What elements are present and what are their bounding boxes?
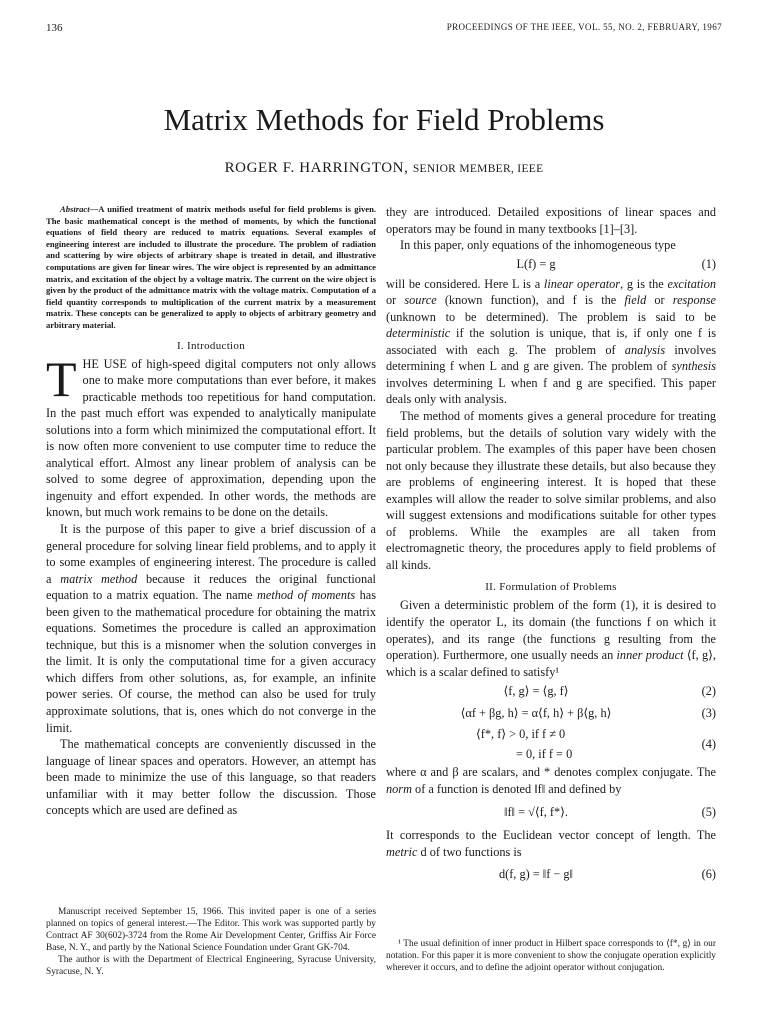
footnote-affiliation: The author is with the Department of Electrical Engineering, Syracuse University, Syracuse, N. Y. [46,955,376,977]
formulation-paragraph-1: Given a deterministic problem of the form (1), it is desired to identify the operator L, its domain (the functions f on which it operates), and its range (the functions g resulting from the operation). Furthermore, one usually needs an inner product ⟨f, g⟩, which is a scalar defined to satisfy¹ [386,598,716,679]
equation-3: ⟨αf + βg, h⟩ = α⟨f, h⟩ + β⟨g, h⟩ (3) [460,705,716,720]
right-column [386,204,716,888]
formulation-paragraph-2: where α and β are scalars, and * denotes complex conjugate. The norm of a function is denoted ‖f‖ and defined by [386,765,716,796]
footnotes-right [386,938,716,974]
running-head [46,22,722,34]
intro-paragraph-3-cont: they are introduced. Detailed expositions of linear spaces and operators may be found in many textbooks [1]–[3]. [386,205,716,236]
drop-cap: T [46,350,77,407]
equation-6: d(f, g) = ‖f − g‖ (6) [498,866,716,881]
intro-paragraph-1: THE USE of high-speed digital computers not only allows one to make more computations than ever before, it makes practicable methods too repetitious for hand computation. In the past much effort was expended to analytically manipulate solutions into a form which minimized the computational effort. It is now often more convenient to use computer time to reduce the analytical effort. Almost any linear problem of analysis can be solved to some degree of approximation, depending upon the ingenuity and effort expended. In other words, the methods are known, but much work remains to be done on the details. [46,350,376,520]
paper-title: Matrix Methods for Field Problems [163,102,605,137]
journal-citation: PROCEEDINGS OF THE IEEE, VOL. 55, NO. 2, FEBRUARY, 1967 [446,22,722,32]
left-column [46,204,376,819]
equation-5: ‖f‖ = √⟨f, f*⟩. (5) [504,804,716,819]
footnote-manuscript: Manuscript received September 15, 1966. This invited paper is one of a series planned on topics of general interest.—The Editor. This work was supported partly by Contract AF 30(602)-3724 from the Rome Air Development Center, Griffiss Air Force Base, N. Y., and partly by the National Science Foundation under Grant GK-704. [46,907,376,953]
equation-2: ⟨f, g⟩ = ⟨g, f⟩ (2) [503,683,716,698]
intro-paragraph-3: The mathematical concepts are conveniently discussed in the language of linear spaces and operators. However, an attempt has been made to minimize the use of this language, so that readers unfamiliar with it may better follow the discussion. Those concepts which are used are defined as [46,737,376,818]
abstract-label: Abstract [60,204,90,214]
footnote-1: ¹ The usual definition of inner product in Hilbert space corresponds to ⟨f*, g⟩ in our notation. For this paper it is more convenient to show the conjugate operation explicitly wherever it occurs, and to define the adjoint operator without conjugation. [386,939,716,973]
abstract [46,204,376,332]
footnotes-left [46,906,376,978]
intro-paragraph-5: will be considered. Here L is a linear operator, g is the excitation or source (known function), and f is the field or response (unknown to be determined). The problem is said to be deterministic if the solution is unique, that is, if only one f is associated with each g. The problem of analysis involves determining f when L and g are given. The problem of synthesis involves determining L when f and g are specified. This paper deals only with analysis. [386,276,717,407]
intro-paragraph-2: It is the purpose of this paper to give a brief discussion of a general procedure for solving linear field problems, and to apply it to some examples of engineering interest. The procedure is called a matrix method because it reduces the original functional equation to a matrix equation. The name method of moments has been given to the mathematical procedure for obtaining the matrix equations. Sometimes the procedure is called an approximation technique, but this is a misnomer when the solution converges in the limit. It is only the computational time for a given accuracy which differs from other solutions, as, for example, an infinite power series. Of course, the method can also be used for truly approximate solutions, that is, ones which do not converge in the limit. [46,522,376,735]
section-heading-introduction: I. Introduction [176,339,246,352]
page-number: 136 [46,22,63,34]
equation-1: L(f) = g (1) [516,257,716,272]
formulation-paragraph-3: It corresponds to the Euclidean vector concept of length. The metric d of two functions is [386,828,716,859]
author-grade: SENIOR MEMBER, IEEE [412,163,544,175]
section-heading-formulation: II. Formulation of Problems [485,581,617,594]
intro-paragraph-6: The method of moments gives a general procedure for treating field problems, but the details of solution vary widely with the particular problem. The examples of this paper have been chosen not only because they illustrate these details, but also because they are problems of engineering interest. It is hoped that these examples will allow the reader to solve similar problems, and also will suggest extensions and modifications suitable for other types of problems. While the examples are all taken from electromagnetic theory, the procedures apply to field problems of all kinds. [386,409,716,572]
intro-paragraph-4: In this paper, only equations of the inhomogeneous type [400,238,676,253]
abstract-text: —A unified treatment of matrix methods useful for field problems is given. The basic mathematical concept is the method of moments, by which the functional equations of field theory are reduced to matrix equations. Several examples of engineering interest are included to illustrate the procedure. The problem of radiation and scattering by wire objects of arbitrary shape is treated in detail, and illustrative computations are given for linear wires. The wire object is represented by an admittance matrix, and excitation of the object by a voltage matrix. The current on the wire object is given by the product of the admittance matrix with the voltage matrix. Computation of a field quantity corresponds to multiplication of the current matrix by a measurement matrix. These concepts can be generalized to apply to objects of arbitrary geometry and arbitrary material. [46,204,376,330]
author-name: ROGER F. HARRINGTON, [224,160,409,176]
equation-4: ⟨f*, f⟩ > 0, if f ≠ 0 = 0, if f = 0 (4) [476,727,716,762]
author-line [0,160,768,177]
